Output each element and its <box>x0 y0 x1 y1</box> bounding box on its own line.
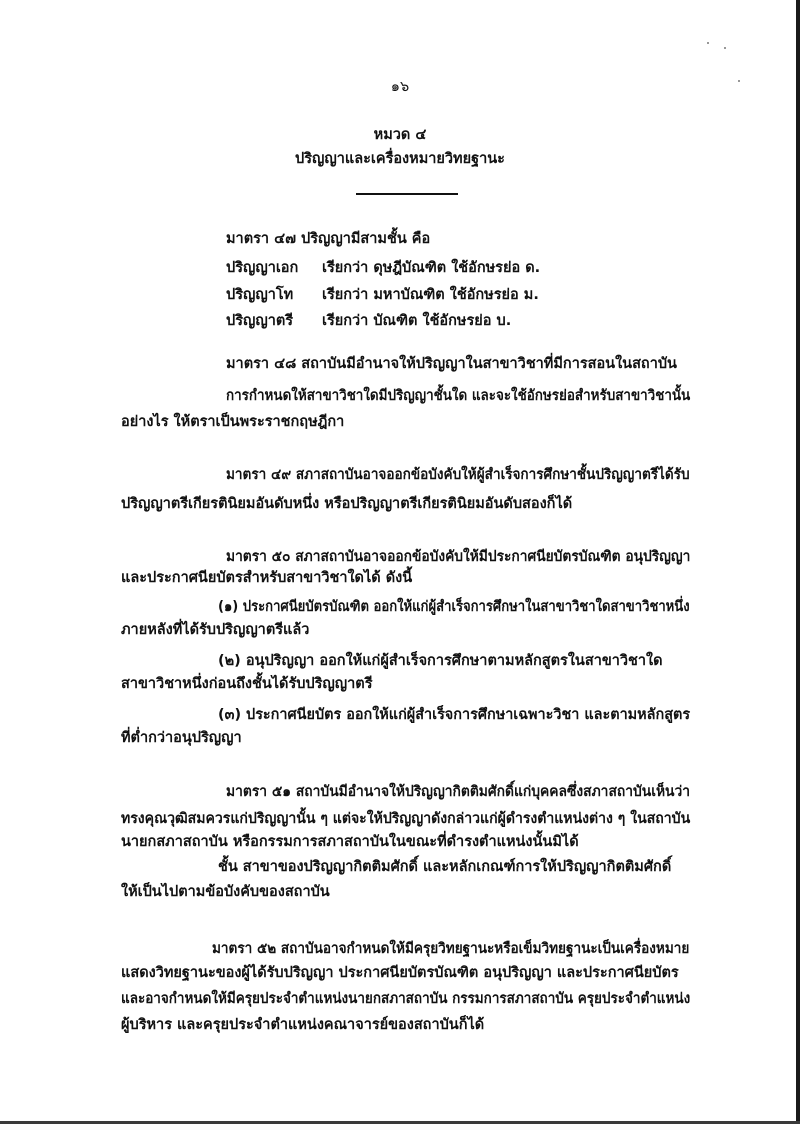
section-50-line: มาตรา ๕๐ สภาสถาบันอาจออกข้อบังคับให้มีประกาศนียบัตรบัณฑิต อนุปริญญา <box>226 549 691 565</box>
chapter-divider <box>356 193 458 195</box>
degree-description: เรียกว่า มหาบัณฑิต ใช้อักษรย่อ ม. <box>322 287 539 303</box>
section-50-item: (๑) ประกาศนียบัตรบัณฑิต ออกให้แก่ผู้สำเร็จการศึกษาในสาขาวิชาใดสาขาวิชาหนึ่ง <box>218 599 690 615</box>
section-49-line: ปริญญาตรีเกียรตินิยมอันดับหนึ่ง หรือปริญญาตรีเกียรตินิยมอันดับสองก็ได้ <box>121 496 573 512</box>
section-52-line: ผู้บริหาร และครุยประจำตำแหน่งคณาจารย์ของสถาบันก็ได้ <box>121 1017 485 1033</box>
scan-speck <box>724 47 726 49</box>
degree-level: ปริญญาเอก <box>226 260 299 276</box>
section-51-line: ให้เป็นไปตามข้อบังคับของสถาบัน <box>121 884 330 900</box>
section-50-item: ที่ต่ำกว่าอนุปริญญา <box>121 730 242 746</box>
section-48-line: มาตรา ๔๘ สถาบันมีอำนาจให้ปริญญาในสาขาวิชาที่มีการสอนในสถาบัน <box>226 356 677 372</box>
section-48-line: อย่างไร ให้ตราเป็นพระราชกฤษฎีกา <box>121 414 345 430</box>
section-49-line: มาตรา ๔๙ สภาสถาบันอาจออกข้อบังคับให้ผู้สำเร็จการศึกษาชั้นปริญญาตรีได้รับ <box>226 467 690 483</box>
section-51-line: ชั้น สาขาของปริญญากิตติมศักดิ์ และหลักเกณฑ์การให้ปริญญากิตติมศักดิ์ <box>218 859 672 875</box>
chapter-subtitle: ปริญญาและเครื่องหมายวิทยฐานะ <box>295 151 505 167</box>
section-52-line: และอาจกำหนดให้มีครุยประจำตำแหน่งนายกสภาสถาบัน กรรมการสภาสถาบัน ครุยประจำตำแหน่ง <box>121 991 691 1007</box>
section-47-heading: มาตรา ๔๗ ปริญญามีสามชั้น คือ <box>226 231 431 247</box>
page-number: ๑๖ <box>390 79 410 95</box>
degree-level: ปริญญาตรี <box>226 313 294 329</box>
section-50-item: ภายหลังที่ได้รับปริญญาตรีแล้ว <box>121 622 310 638</box>
section-50-item: สาขาวิชาหนึ่งก่อนถึงชั้นได้รับปริญญาตรี <box>121 676 373 692</box>
section-52-line: แสดงวิทยฐานะของผู้ได้รับปริญญา ประกาศนียบัตรบัณฑิต อนุปริญญา และประกาศนียบัตร <box>121 965 679 981</box>
degree-description: เรียกว่า บัณฑิต ใช้อักษรย่อ บ. <box>322 313 512 329</box>
section-48-line: การกำหนดให้สาขาวิชาใดมีปริญญาชั้นใด และจะใช้อักษรย่อสำหรับสาขาวิชานั้น <box>226 388 691 404</box>
degree-description: เรียกว่า ดุษฎีบัณฑิต ใช้อักษรย่อ ด. <box>322 260 541 276</box>
section-50-item: (๒) อนุปริญญา ออกให้แก่ผู้สำเร็จการศึกษาตามหลักสูตรในสาขาวิชาใด <box>218 653 663 669</box>
chapter-title: หมวด ๔ <box>373 127 427 143</box>
section-51-line: นายกสภาสถาบัน หรือกรรมการสภาสถาบันในขณะที่ดำรงตำแหน่งนั้นมิได้ <box>121 834 579 850</box>
section-51-line: ทรงคุณวุฒิสมควรแก่ปริญญานั้น ๆ แต่จะให้ปริญญาดังกล่าวแก่ผู้ดำรงตำแหน่งต่าง ๆ ในสถาบัน <box>121 811 691 827</box>
section-52-line: มาตรา ๕๒ สถาบันอาจกำหนดให้มีครุยวิทยฐานะหรือเข็มวิทยฐานะเป็นเครื่องหมาย <box>212 941 690 957</box>
section-50-item: (๓) ประกาศนียบัตร ออกให้แก่ผู้สำเร็จการศึกษาเฉพาะวิชา และตามหลักสูตร <box>218 707 691 723</box>
section-50-line: และประกาศนียบัตรสำหรับสาขาวิชาใดได้ ดังนี้ <box>121 570 413 586</box>
scan-speck <box>707 42 709 44</box>
degree-level: ปริญญาโท <box>226 287 294 303</box>
section-51-line: มาตรา ๕๑ สถาบันมีอำนาจให้ปริญญากิตติมศักดิ์แก่บุคคลซึ่งสภาสถาบันเห็นว่า <box>226 784 691 800</box>
